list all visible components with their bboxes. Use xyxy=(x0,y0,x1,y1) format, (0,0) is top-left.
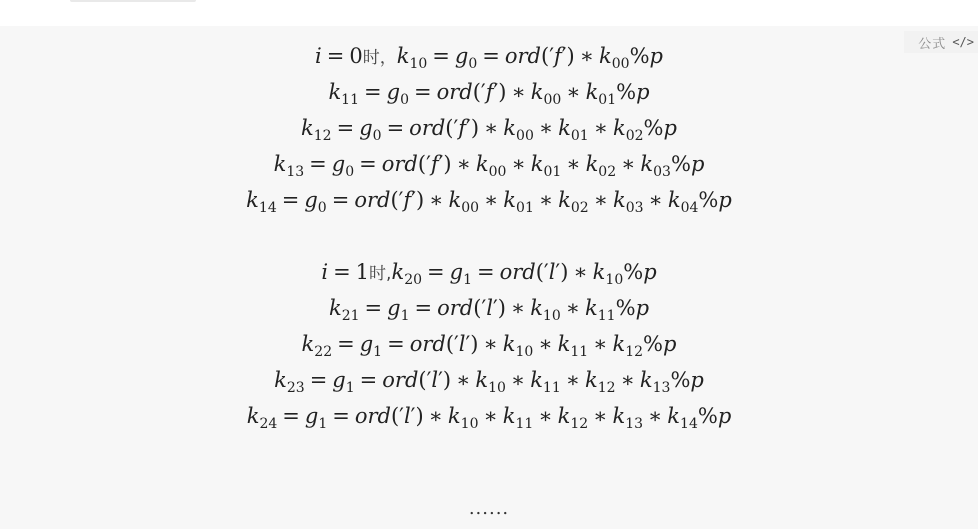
g-subscript: 1 xyxy=(373,344,383,360)
g-symbol: g xyxy=(454,44,469,68)
k-subscript: 12 xyxy=(597,380,616,396)
equals-sign: = xyxy=(331,188,350,212)
ord-function: ord xyxy=(504,44,541,68)
k-subscript: 02 xyxy=(625,128,644,144)
p-symbol: p xyxy=(663,116,677,140)
k-subscript: 12 xyxy=(625,344,644,360)
k-subscript: 13 xyxy=(652,380,671,396)
k-term xyxy=(667,188,699,216)
k-symbol: k xyxy=(558,188,571,212)
equals-sign: = xyxy=(482,44,500,68)
times-operator: ∗ xyxy=(456,152,471,176)
k-subscript: 24 xyxy=(259,416,278,432)
k-symbol: k xyxy=(328,296,342,320)
times-operator: ∗ xyxy=(579,44,594,68)
ord-function: ord xyxy=(409,116,446,140)
times-operator: ∗ xyxy=(538,188,554,212)
g-term xyxy=(304,188,327,216)
ord-function: ord xyxy=(354,404,391,428)
equals-sign: = xyxy=(413,80,432,104)
g-symbol: g xyxy=(332,368,346,392)
k-subscript: 03 xyxy=(653,164,671,180)
k-term xyxy=(273,152,305,180)
mod-operator: % xyxy=(629,44,650,68)
times-operator: ∗ xyxy=(510,368,526,392)
open-paren: (′ xyxy=(445,332,459,356)
k-symbol: k xyxy=(475,368,489,392)
k-symbol: k xyxy=(447,404,461,428)
open-paren: (′ xyxy=(535,260,549,284)
k-subscript: 00 xyxy=(516,128,534,144)
char-literal: l xyxy=(486,296,493,320)
k-term xyxy=(530,80,562,108)
g-subscript: 0 xyxy=(372,128,382,144)
p-symbol: p xyxy=(718,188,732,212)
g-subscript: 0 xyxy=(400,92,409,108)
ord-function: ord xyxy=(499,260,536,284)
k-term xyxy=(612,332,644,360)
equals-sign: = xyxy=(477,260,495,284)
k-symbol: k xyxy=(301,332,315,356)
k-term xyxy=(612,116,644,144)
equals-sign: = xyxy=(309,368,328,392)
open-paren: (′ xyxy=(417,152,431,176)
k-term xyxy=(612,188,644,216)
k-subscript: 00 xyxy=(543,92,562,108)
k-symbol: k xyxy=(502,332,516,356)
k-symbol: k xyxy=(585,152,599,176)
k-symbol: k xyxy=(599,44,612,68)
k-term xyxy=(558,116,589,144)
times-operator: ∗ xyxy=(484,116,499,140)
open-paren: (′ xyxy=(473,296,487,320)
k-symbol: k xyxy=(530,152,544,176)
times-operator: ∗ xyxy=(511,80,526,104)
k-symbol: k xyxy=(612,116,626,140)
k-term xyxy=(328,80,359,108)
k-term xyxy=(503,116,534,144)
close-paren: ′) xyxy=(561,44,575,68)
g-symbol: g xyxy=(359,332,374,356)
k-subscript: 03 xyxy=(625,200,644,216)
k-term xyxy=(640,152,671,180)
times-operator: ∗ xyxy=(648,404,663,428)
mod-operator: % xyxy=(643,332,663,356)
k-subscript: 13 xyxy=(286,164,305,180)
equals-sign: = xyxy=(336,116,355,140)
k-term xyxy=(274,368,305,396)
times-operator: ∗ xyxy=(593,332,608,356)
mod-operator: % xyxy=(615,296,636,320)
close-paren: ′) xyxy=(493,80,507,104)
condition-suffix: 时, xyxy=(369,264,392,284)
k-term xyxy=(585,368,616,396)
g-term xyxy=(387,296,410,324)
mod-operator: % xyxy=(623,260,644,284)
k-symbol: k xyxy=(246,404,260,428)
g-term xyxy=(331,152,355,180)
k-symbol: k xyxy=(503,188,517,212)
k-term xyxy=(530,296,561,324)
k-subscript: 11 xyxy=(515,416,534,432)
k-subscript: 11 xyxy=(542,380,561,396)
k-symbol: k xyxy=(530,296,543,320)
k-subscript: 01 xyxy=(516,200,534,216)
k-subscript: 23 xyxy=(286,380,305,396)
k-subscript: 12 xyxy=(313,128,332,144)
g-term xyxy=(304,404,328,432)
close-paren: ′) xyxy=(492,296,506,320)
k-term xyxy=(475,368,506,396)
times-operator: ∗ xyxy=(538,332,553,356)
k-subscript: 20 xyxy=(404,272,423,288)
char-literal: f xyxy=(458,116,467,140)
equation-line xyxy=(0,42,978,72)
equals-sign: = xyxy=(281,188,300,212)
k-subscript: 02 xyxy=(570,200,589,216)
g-symbol: g xyxy=(304,188,318,212)
k-subscript: 11 xyxy=(597,308,616,324)
close-paren: ′) xyxy=(465,332,479,356)
k-term xyxy=(667,404,698,432)
g-subscript: 1 xyxy=(345,380,355,396)
top-bar-divider xyxy=(70,0,196,2)
mod-operator: % xyxy=(697,404,718,428)
g-symbol: g xyxy=(387,296,401,320)
times-operator: ∗ xyxy=(593,404,608,428)
k-symbol: k xyxy=(502,404,516,428)
equation-line xyxy=(0,114,978,142)
equation-line xyxy=(0,186,978,214)
k-symbol: k xyxy=(639,368,653,392)
char-literal: l xyxy=(458,332,466,356)
k-symbol: k xyxy=(246,188,259,212)
k-subscript: 00 xyxy=(611,56,630,72)
k-term xyxy=(502,332,534,360)
k-symbol: k xyxy=(612,404,626,428)
close-paren: ′) xyxy=(438,152,452,176)
condition-var: i xyxy=(315,44,322,68)
k-subscript: 14 xyxy=(680,416,698,432)
k-symbol: k xyxy=(667,404,681,428)
k-symbol: k xyxy=(396,44,410,68)
k-symbol: k xyxy=(592,260,606,284)
k-subscript: 02 xyxy=(598,164,617,180)
equals-sign: = xyxy=(387,332,405,356)
k-symbol: k xyxy=(274,368,287,392)
k-symbol: k xyxy=(585,296,598,320)
k-term xyxy=(585,152,617,180)
times-operator: ∗ xyxy=(565,296,581,320)
k-symbol: k xyxy=(448,188,462,212)
k-subscript: 10 xyxy=(542,308,561,324)
ord-function: ord xyxy=(382,368,419,392)
k-term xyxy=(599,44,630,72)
k-subscript: 12 xyxy=(570,416,589,432)
char-literal: f xyxy=(485,80,494,104)
k-subscript: 10 xyxy=(515,344,534,360)
g-symbol: g xyxy=(359,116,373,140)
g-symbol: g xyxy=(386,80,401,104)
ord-function: ord xyxy=(436,80,473,104)
times-operator: ∗ xyxy=(483,332,498,356)
times-operator: ∗ xyxy=(511,152,526,176)
k-term xyxy=(558,188,589,216)
condition-value: 1 xyxy=(355,260,370,284)
open-paren: (′ xyxy=(418,368,432,392)
char-literal: f xyxy=(430,152,439,176)
k-term xyxy=(530,152,562,180)
times-operator: ∗ xyxy=(510,296,526,320)
open-paren: (′ xyxy=(445,116,459,140)
equals-sign: = xyxy=(414,296,433,320)
g-subscript: 1 xyxy=(318,416,328,432)
equation-line xyxy=(0,78,978,106)
times-operator: ∗ xyxy=(593,116,608,140)
p-symbol: p xyxy=(649,44,663,68)
k-term xyxy=(246,404,278,432)
g-symbol: g xyxy=(331,152,346,176)
p-symbol: p xyxy=(636,80,650,104)
k-symbol: k xyxy=(273,152,287,176)
k-symbol: k xyxy=(530,80,544,104)
times-operator: ∗ xyxy=(573,260,588,284)
condition-suffix: 时， xyxy=(362,48,397,68)
open-paren: (′ xyxy=(541,44,554,68)
equation-line xyxy=(0,402,978,430)
k-term xyxy=(557,332,589,360)
k-symbol: k xyxy=(667,188,681,212)
k-term xyxy=(592,260,624,288)
times-operator: ∗ xyxy=(648,188,663,212)
times-operator: ∗ xyxy=(620,368,635,392)
g-term xyxy=(359,116,382,144)
g-term xyxy=(359,332,383,360)
g-symbol: g xyxy=(449,260,464,284)
char-literal: l xyxy=(431,368,439,392)
equation-line xyxy=(0,366,978,394)
p-symbol: p xyxy=(690,152,705,176)
code-icon[interactable]: </> xyxy=(952,35,974,49)
k-term xyxy=(502,404,534,432)
k-term xyxy=(530,368,561,396)
times-operator: ∗ xyxy=(429,188,444,212)
k-symbol: k xyxy=(391,260,405,284)
k-subscript: 22 xyxy=(314,344,333,360)
k-subscript: 10 xyxy=(409,56,428,72)
g-subscript: 1 xyxy=(400,308,410,324)
times-operator: ∗ xyxy=(428,404,443,428)
p-symbol: p xyxy=(717,404,732,428)
equals-sign: = xyxy=(364,296,383,320)
times-operator: ∗ xyxy=(565,368,581,392)
times-operator: ∗ xyxy=(538,116,554,140)
mod-operator: % xyxy=(616,80,637,104)
k-subscript: 13 xyxy=(625,416,644,432)
k-subscript: 00 xyxy=(488,164,507,180)
times-operator: ∗ xyxy=(484,188,499,212)
g-term xyxy=(386,80,409,108)
k-symbol: k xyxy=(558,116,571,140)
g-subscript: 0 xyxy=(345,164,355,180)
k-symbol: k xyxy=(612,188,626,212)
close-paren: ′) xyxy=(555,260,569,284)
equals-sign: = xyxy=(364,80,382,104)
p-symbol: p xyxy=(662,332,677,356)
formula-label: 公式 xyxy=(918,36,947,52)
close-paren: ′) xyxy=(411,188,425,212)
times-operator: ∗ xyxy=(538,404,553,428)
k-term xyxy=(557,404,589,432)
equals-sign: = xyxy=(337,332,355,356)
k-term xyxy=(639,368,671,396)
ellipsis: ...... xyxy=(468,498,510,519)
k-term xyxy=(447,404,479,432)
equals-sign: = xyxy=(282,404,300,428)
times-operator: ∗ xyxy=(621,152,636,176)
g-symbol: g xyxy=(304,404,319,428)
p-symbol: p xyxy=(635,296,650,320)
open-paren: (′ xyxy=(472,80,486,104)
k-term xyxy=(391,260,423,288)
k-symbol: k xyxy=(585,80,599,104)
k-term xyxy=(612,404,644,432)
top-bar xyxy=(0,0,978,26)
close-paren: ′) xyxy=(438,368,452,392)
equals-sign: = xyxy=(427,260,445,284)
times-operator: ∗ xyxy=(456,368,471,392)
k-symbol: k xyxy=(475,152,489,176)
k-symbol: k xyxy=(530,368,543,392)
equals-sign: = xyxy=(386,116,405,140)
k-subscript: 01 xyxy=(543,164,562,180)
ord-function: ord xyxy=(354,188,391,212)
k-term xyxy=(503,188,534,216)
equals-sign: = xyxy=(326,44,345,68)
k-term xyxy=(585,296,616,324)
k-subscript: 14 xyxy=(258,200,277,216)
g-term xyxy=(449,260,472,288)
times-operator: ∗ xyxy=(483,404,498,428)
k-term xyxy=(301,116,332,144)
k-term xyxy=(448,188,480,216)
ord-function: ord xyxy=(381,152,418,176)
char-literal: l xyxy=(403,404,411,428)
g-subscript: 0 xyxy=(317,200,327,216)
condition-var: i xyxy=(321,260,329,284)
equals-sign: = xyxy=(332,404,350,428)
open-paren: (′ xyxy=(390,404,404,428)
k-subscript: 10 xyxy=(605,272,624,288)
k-subscript: 10 xyxy=(488,380,506,396)
equation-line xyxy=(0,258,978,288)
equals-sign: = xyxy=(359,368,378,392)
mod-operator: % xyxy=(670,368,691,392)
g-term xyxy=(332,368,355,396)
k-subscript: 01 xyxy=(570,128,589,144)
k-term xyxy=(396,44,428,72)
condition-value: 0 xyxy=(349,44,363,68)
formula-block xyxy=(0,26,978,529)
equation-line xyxy=(0,150,978,178)
mod-operator: % xyxy=(698,188,719,212)
equals-sign: = xyxy=(333,260,351,284)
k-term xyxy=(475,152,507,180)
k-symbol: k xyxy=(301,116,314,140)
ord-function: ord xyxy=(409,332,446,356)
k-symbol: k xyxy=(557,332,571,356)
times-operator: ∗ xyxy=(566,80,581,104)
equation-line xyxy=(0,330,978,358)
g-subscript: 0 xyxy=(468,56,478,72)
k-subscript: 11 xyxy=(341,92,359,108)
char-literal: f xyxy=(553,44,562,68)
k-subscript: 01 xyxy=(598,92,617,108)
p-symbol: p xyxy=(690,368,704,392)
k-symbol: k xyxy=(503,116,517,140)
k-symbol: k xyxy=(612,332,626,356)
p-symbol: p xyxy=(643,260,657,284)
times-operator: ∗ xyxy=(566,152,581,176)
k-symbol: k xyxy=(557,404,571,428)
mod-operator: % xyxy=(670,152,691,176)
k-subscript: 21 xyxy=(341,308,360,324)
equals-sign: = xyxy=(432,44,450,68)
mod-operator: % xyxy=(643,116,664,140)
g-subscript: 1 xyxy=(463,272,472,288)
times-operator: ∗ xyxy=(593,188,608,212)
equals-sign: = xyxy=(359,152,377,176)
k-subscript: 10 xyxy=(460,416,479,432)
k-term xyxy=(301,332,333,360)
k-term xyxy=(328,296,360,324)
k-term xyxy=(246,188,277,216)
k-symbol: k xyxy=(328,80,342,104)
char-literal: f xyxy=(403,188,412,212)
equation-line xyxy=(0,294,978,322)
g-term xyxy=(454,44,478,72)
equals-sign: = xyxy=(309,152,327,176)
k-symbol: k xyxy=(585,368,598,392)
char-literal: l xyxy=(548,260,556,284)
k-term xyxy=(585,80,617,108)
k-symbol: k xyxy=(640,152,654,176)
k-subscript: 00 xyxy=(461,200,480,216)
ord-function: ord xyxy=(437,296,474,320)
k-subscript: 11 xyxy=(570,344,589,360)
open-paren: (′ xyxy=(390,188,404,212)
close-paren: ′) xyxy=(410,404,424,428)
k-subscript: 04 xyxy=(680,200,699,216)
close-paren: ′) xyxy=(466,116,480,140)
